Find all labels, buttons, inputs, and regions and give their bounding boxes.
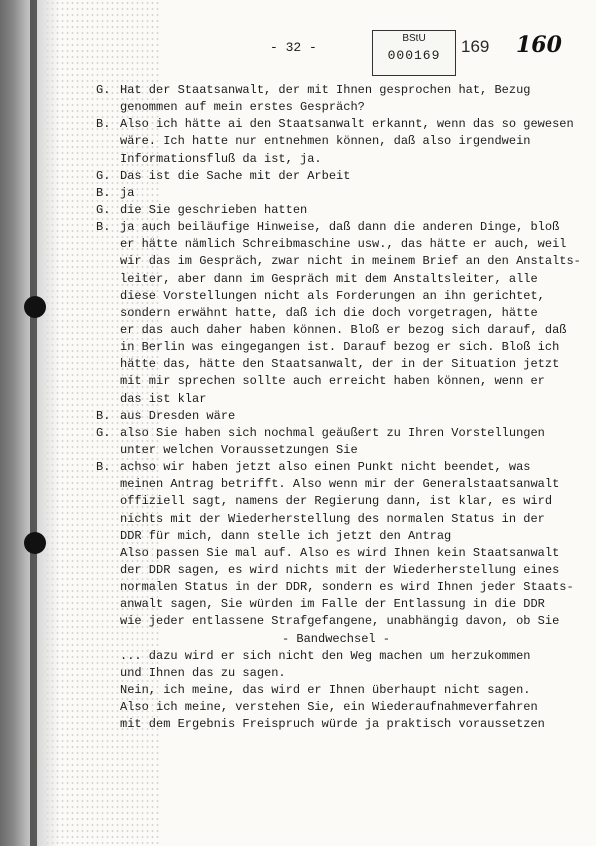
speaker-label: G.: [96, 168, 111, 183]
line-text: nichts mit der Wiederherstellung des normalen Status in der: [120, 511, 545, 526]
line-text: leiter, aber dann im Gespräch mit dem Anstaltsleiter, alle: [120, 271, 538, 286]
transcript-line: [96, 408, 576, 425]
line-text: der DDR sagen, es wird nichts mit der Wiederherstellung eines: [120, 562, 560, 577]
transcript-line: [96, 682, 576, 699]
transcript-line: [96, 493, 576, 510]
transcript-line: [96, 476, 576, 493]
transcript-line: [96, 373, 576, 390]
speaker-label: B.: [96, 117, 111, 132]
line-text: Informationsfluß da ist, ja.: [120, 151, 322, 166]
line-text: und Ihnen das zu sagen.: [120, 665, 286, 680]
line-text: offiziell sagt, namens der Regierung dann, ist klar, es wird: [120, 494, 553, 509]
line-text: meinen Antrag betrifft. Also wenn mir der Generalstaatsanwalt: [120, 477, 560, 492]
line-text: Also passen Sie mal auf. Also es wird Ihnen kein Staatsanwalt: [120, 545, 560, 560]
speaker-label: G.: [96, 425, 111, 440]
binding-spine: [30, 0, 37, 846]
line-text: Also ich hätte ai den Staatsanwalt erkannt, wenn das so gewesen: [120, 117, 574, 132]
transcript-line: [96, 271, 576, 288]
line-text: die Sie geschrieben hatten: [120, 202, 308, 217]
transcript-line: [96, 82, 576, 99]
line-text: Das ist die Sache mit der Arbeit: [120, 168, 351, 183]
transcript-line: [96, 339, 576, 356]
line-text: normalen Status in der DDR, sondern es wird Ihnen jeder Staats-: [120, 580, 574, 595]
punch-hole: [24, 532, 46, 554]
line-text: das ist klar: [120, 391, 207, 406]
transcript-line: [96, 322, 576, 339]
transcript-line: [96, 116, 576, 133]
archive-stamp: [372, 30, 456, 76]
line-text: ... dazu wird er sich nicht den Weg machen um herzukommen: [120, 648, 531, 663]
line-text: anwalt sagen, Sie würden im Falle der Entlassung in die DDR: [120, 597, 545, 612]
line-text: wie jeder entlassene Strafgefangene, unabhängig davon, ob Sie: [120, 614, 560, 629]
transcript-line: [96, 133, 576, 150]
transcript-line: [96, 665, 576, 682]
transcript-line: [96, 151, 576, 168]
speaker-label: B.: [96, 408, 111, 423]
tape-change-divider: - Bandwechsel -: [281, 631, 391, 646]
line-text: mit dem Ergebnis Freispruch würde ja praktisch voraussetzen: [120, 717, 545, 732]
transcript-lines-continued: [96, 648, 576, 734]
transcript-line: [96, 202, 576, 219]
speaker-label: B.: [96, 220, 111, 235]
page-number: - 32 -: [270, 40, 317, 55]
line-text: hätte das, hätte den Staatsanwalt, der in der Situation jetzt: [120, 357, 560, 372]
line-text: genommen auf mein erstes Gespräch?: [120, 100, 365, 115]
transcript-line: [96, 236, 576, 253]
line-text: Nein, ich meine, das wird er Ihnen überhaupt nicht sagen.: [120, 682, 531, 697]
transcript-line: [96, 545, 576, 562]
transcript-line: [96, 511, 576, 528]
speaker-label: B.: [96, 185, 111, 200]
transcript-line: [96, 185, 576, 202]
line-text: sondern erwähnt hatte, daß ich die doch vorgetragen, hätte: [120, 305, 538, 320]
transcript-line: [96, 391, 576, 408]
transcript-line: [96, 459, 576, 476]
transcript-body: [96, 82, 581, 733]
line-text: Also ich meine, verstehen Sie, ein Wiederaufnahmeverfahren: [120, 700, 538, 715]
transcript-line: [96, 356, 576, 373]
transcript-line: [96, 613, 576, 630]
handwritten-folio-number: 160: [516, 32, 562, 58]
transcript-lines: [96, 82, 581, 631]
line-text: Hat der Staatsanwalt, der mit Ihnen gesprochen hat, Bezug: [120, 83, 531, 97]
line-text: in Berlin was eingegangen ist. Darauf bezog er sich. Bloß ich: [120, 340, 560, 355]
folio-number: 169: [461, 37, 490, 56]
transcript-line: [96, 425, 576, 442]
line-text: DDR für mich, dann stelle ich jetzt den Antrag: [120, 528, 452, 543]
transcript-line: [96, 648, 576, 665]
stamp-number: 000169: [387, 48, 441, 63]
line-text: ja auch beiläufige Hinweise, daß dann die anderen Dinge, bloß: [120, 220, 560, 235]
transcript-line: [96, 168, 576, 185]
line-text: mit mir sprechen sollte auch erreicht haben können, wenn er: [120, 374, 545, 389]
line-text: ja: [120, 185, 135, 200]
line-text: also Sie haben sich nochmal geäußert zu Ihren Vorstellungen: [120, 425, 545, 440]
line-text: diese Vorstellungen nicht als Forderungen an ihn gerichtet,: [120, 288, 545, 303]
speaker-label: B.: [96, 460, 111, 475]
speaker-label: G.: [96, 83, 111, 97]
line-text: unter welchen Voraussetzungen Sie: [120, 442, 358, 457]
transcript-line: [96, 699, 576, 716]
line-text: er hätte nämlich Schreibmaschine usw., das hätte er auch, weil: [120, 237, 567, 252]
line-text: er das auch daher haben können. Bloß er bezog sich darauf, daß: [120, 322, 567, 337]
speaker-label: G.: [96, 202, 111, 217]
stamp-label: BStU: [402, 33, 426, 44]
transcript-line: [96, 596, 576, 613]
transcript-line: [96, 716, 576, 733]
transcript-line: [96, 579, 576, 596]
line-text: aus Dresden wäre: [120, 408, 236, 423]
transcript-line: [96, 99, 576, 116]
line-text: achso wir haben jetzt also einen Punkt nicht beendet, was: [120, 460, 531, 475]
transcript-line: [96, 219, 576, 236]
transcript-line: [96, 528, 576, 545]
transcript-line: [96, 253, 581, 270]
punch-hole: [24, 296, 46, 318]
transcript-line: [96, 305, 576, 322]
line-text: wäre. Ich hatte nur entnehmen können, daß also irgendwein: [120, 134, 531, 149]
transcript-line: [96, 288, 576, 305]
line-text: wir das im Gespräch, zwar nicht in meinem Brief an den Anstalts-: [120, 254, 581, 269]
transcript-line: [96, 562, 576, 579]
transcript-line: [96, 442, 576, 459]
